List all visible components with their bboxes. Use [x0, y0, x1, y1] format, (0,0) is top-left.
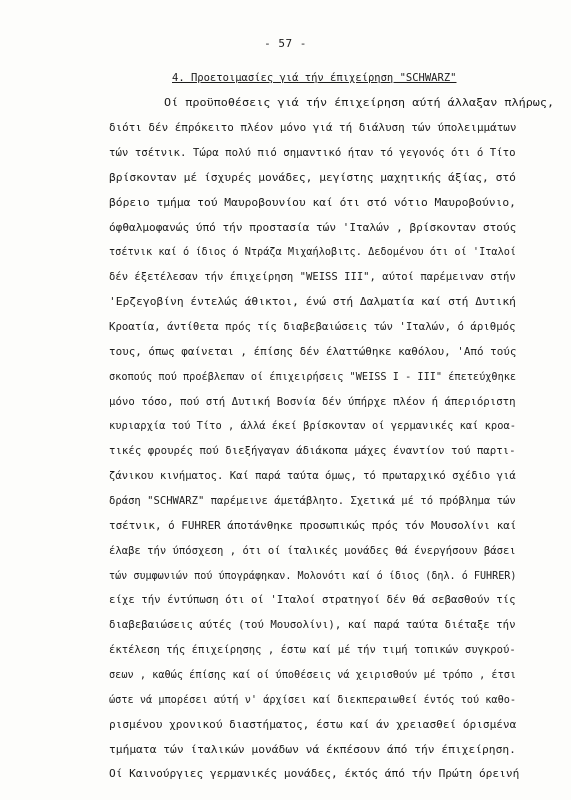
text-line: ζάνικου κινήματος. Καί παρά ταύτα όμως, τό πρωταρχικό σχέδιο γιά: [109, 470, 516, 482]
text-line: τους, όπως φαίνεται , έπίσης δέν έλαττώθηκε καθόλου, 'Από τούς: [109, 346, 517, 358]
text-line: έλαβε τήν ύπόσχεση , ότι οί ίταλικές μονάδες θά ένεργήσουν βάσει: [109, 545, 516, 557]
text-line: όφθαλμοφανώς ύπό τήν προστασία τών 'Ιταλών , βρίσκονταν στούς: [109, 222, 517, 234]
text-line: είχε τήν έντύπωση ότι οί 'Ιταλοί στρατηγοί δέν θά σεβασθούν τίς: [109, 594, 516, 606]
text-line: βόρειο τμήμα τού Μαυροβουνίου καί ότι στό νότιο Μαυροβούνιο,: [109, 197, 516, 209]
text-line: τών τσέτνικ. Τώρα πολύ πιό σημαντικό ήταν τό γεγονός ότι ό Τίτο: [109, 147, 516, 159]
text-line: κυριαρχία τού Τίτο , άλλά έκεί βρίσκονταν οί γερμανικές καί κροα-: [109, 420, 516, 432]
text-line: μόνο τόσο, πού στή Δυτική Βοσνία δέν ύπήρχε πλέον ή άπεριόριστη: [109, 396, 516, 408]
text-line: δράση "SCHWARZ" παρέμεινε άμετάβλητο. Σχετικά μέ τό πρόβλημα τών: [109, 495, 516, 507]
text-line: διαβεβαιώσεις αύτές (τού Μουσολίνι), καί παρά ταύτα διέταξε τήν: [109, 619, 516, 631]
text-line: τικές φρουρές πού διεξήγαγαν άδιάκοπα μάχες έναντίον τού παρτι-: [109, 445, 516, 457]
text-line: τμήματα τών ίταλικών μονάδων νά έκπέσουν άπό τήν έπιχείρηση.: [109, 744, 516, 756]
page-number: - 57 -: [264, 37, 307, 50]
text-line: δέν έξετέλεσαν τήν έπιχείρηση "WEISS III", αύτοί παρέμειναν στήν: [109, 271, 516, 283]
text-line: βρίσκονταν μέ ίσχυρές μονάδες, μεγίστης μαχητικής άξίας, στό: [109, 172, 516, 184]
text-line: έκτέλεση τής έπιχείρησης , έστω καί μέ τήν τιμή τοπικών συγκρού-: [109, 644, 516, 656]
text-line: σεων , καθώς έπίσης καί οί ύποθέσεις νά χειρισθούν μέ τρόπο , έτσι: [109, 669, 517, 681]
text-line: τσέτνικ, ό FUHRER άποτάνθηκε προσωπικώς πρός τόν Μουσολίνι καί: [109, 520, 517, 532]
text-line: τών συμφωνιών πού ύπογράφηκαν. Μολονότι καί ό ίδιος (δηλ. ό FUHRER): [109, 570, 517, 582]
section-heading: 4. Προετοιμασίες γιά τήν έπιχείρηση "SCHWARZ": [172, 72, 457, 84]
text-line: Οί Καινούργιες γερμανικές μονάδες, έκτός άπό τήν Πρώτη όρεινή: [109, 768, 520, 780]
text-line: ρισμένου χρονικού διαστήματος, έστω καί άν χρειασθεί όρισμένα: [109, 719, 517, 731]
text-line: Κροατία, άντίθετα πρός τίς διαβεβαιώσεις τών 'Ιταλών, ό άριθμός: [109, 321, 516, 333]
text-line: 'Ερζεγοβίνη έντελώς άθικτοι, ένώ στή Δαλματία καί στή Δυτική: [109, 296, 516, 308]
text-line: τσέτνικ καί ό ίδιος ό Ντράζα Μιχαήλοβιτς. Δεδομένου ότι οί 'Ιταλοί: [109, 246, 517, 258]
text-line: ώστε νά μπορέσει αύτή ν' άρχίσει καί διεκπεραιωθεί έντός τού καθο-: [109, 694, 517, 706]
text-line: διότι δέν έπρόκειτο πλέον μόνο γιά τή διάλυση τών ύπολειμμάτων: [109, 122, 517, 134]
text-line: σκοπούς πού προέβλεπαν οί έπιχειρήσεις "WEISS I - III" έπετεύχθηκε: [109, 371, 517, 383]
text-line: Οί προϋποθέσεις γιά τήν έπιχείρηση αύτή άλλαξαν πλήρως,: [164, 97, 555, 109]
